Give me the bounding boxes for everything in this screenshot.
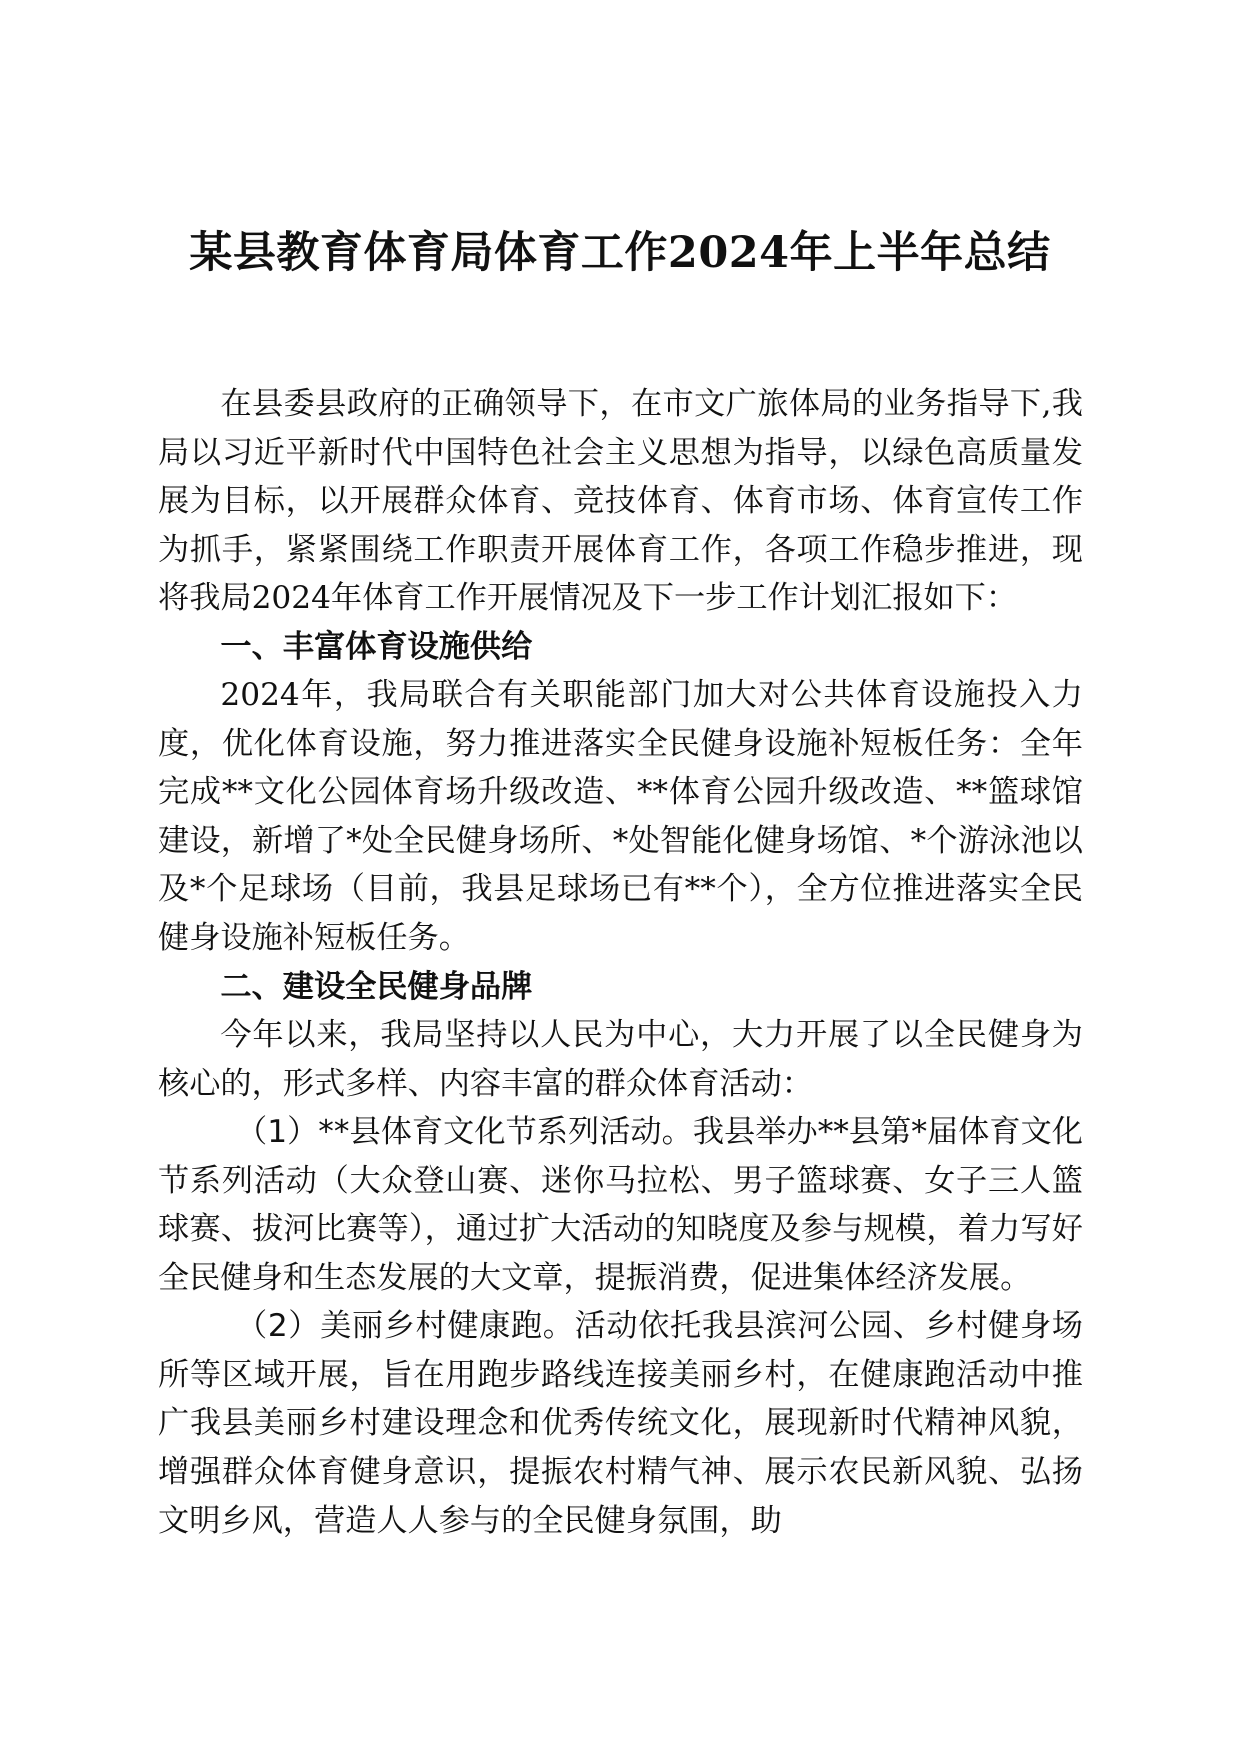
section-2-item-1 [158, 1108, 1083, 1302]
section-2-heading: 二、建设全民健身品牌 [220, 968, 533, 1005]
document-body [158, 380, 1083, 1545]
section-2-paragraph: 今年以来，我局坚持以人民为中心，大力开展了以全民健身为核心的，形式多样、内容丰富的群众体育活动： [158, 1017, 1083, 1102]
item-1-body: 我县举办**县第*届体育文化节系列活动（大众登山赛、迷你马拉松、男子篮球赛、女子三人篮球赛、拔河比赛等），通过扩大活动的知晓度及参与规模，着力写好全民健身和生态发展的大文章，提振消费，促进集体经济发展。 [158, 1114, 1083, 1296]
intro-paragraph: 在县委县政府的正确领导下，在市文广旅体局的业务指导下,我局以习近平新时代中国特色社会主义思想为指导，以绿色高质量发展为目标，以开展群众体育、竞技体育、体育市场、体育宣传工作为抓手，紧紧围绕工作职责开展体育工作，各项工作稳步推进，现将我局2024年体育工作开展情况及下一步工作计划汇报如下： [158, 386, 1083, 617]
document-title: 某县教育体育局体育工作2024年上半年总结 [189, 228, 1051, 278]
item-2-body: 活动依托我县滨河公园、乡村健身场所等区域开展，旨在用跑步路线连接美丽乡村，在健康跑活动中推广我县美丽乡村建设理念和优秀传统文化，展现新时代精神风貌，增强群众体育健身意识，提振农村精气神、展示农民新风貌、弘扬文明乡风，营造人人参与的全民健身氛围，助 [158, 1308, 1083, 1539]
section-1-heading: 一、丰富体育设施供给 [220, 628, 533, 665]
section-2-item-2 [158, 1302, 1083, 1545]
section-1-paragraph: 2024年，我局联合有关职能部门加大对公共体育设施投入力度，优化体育设施，努力推进落实全民健身设施补短板任务：全年完成**文化公园体育场升级改造、**体育公园升级改造、**篮球馆建设，新增了*处全民健身场所、*处智能化健身场馆、*个游泳池以及*个足球场（目前，我县足球场已有**个），全方位推进落实全民健身设施补短板任务。 [158, 677, 1083, 957]
item-2-lead-in: （2）美丽乡村健康跑。 [236, 1308, 575, 1345]
item-1-lead-in: （1）**县体育文化节系列活动。 [236, 1114, 693, 1151]
